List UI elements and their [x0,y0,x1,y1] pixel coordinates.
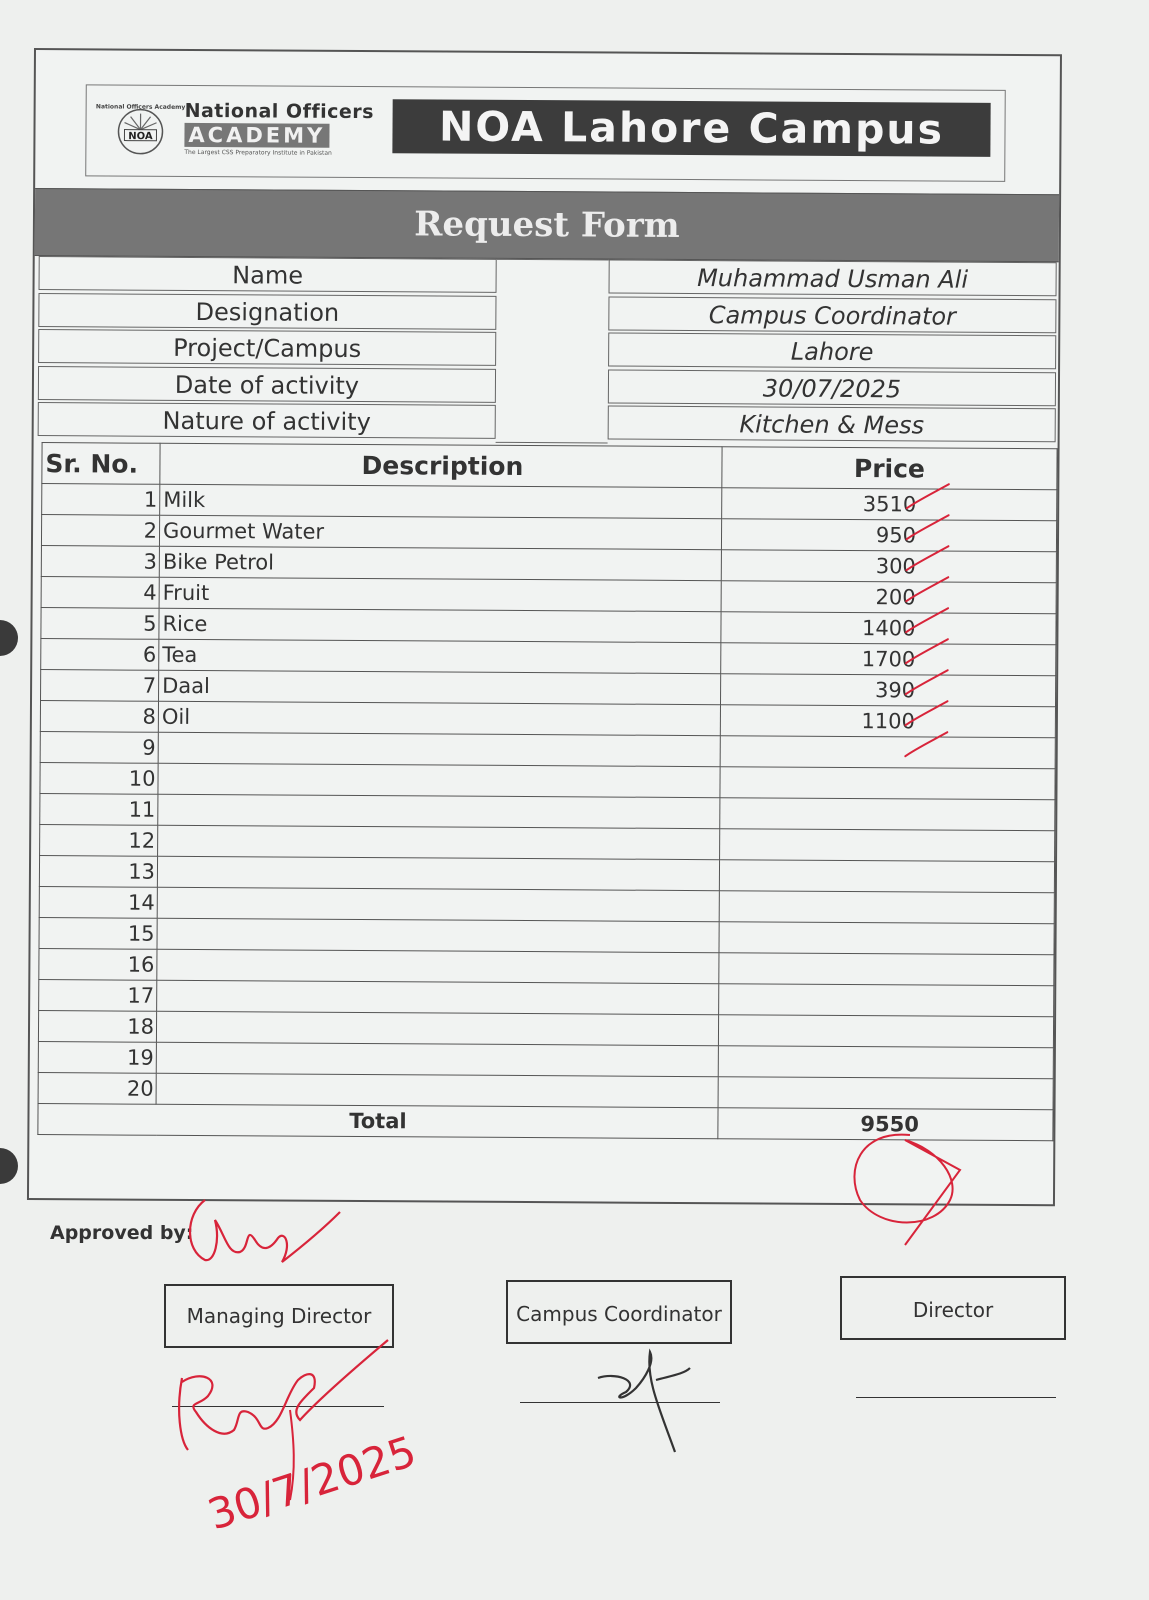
signature-box-label: Director [912,1298,994,1322]
row-price: 1400 [721,612,1056,645]
row-price [720,829,1055,862]
total-value: 9550 [718,1108,1053,1141]
row-price: 200 [721,581,1056,614]
form-title-bar [35,188,1059,262]
items-table [37,442,1057,1141]
row-price [719,891,1054,924]
row-sr-no: 6 [41,639,159,671]
row-description: Rice [159,608,721,642]
row-sr-no: 20 [38,1073,156,1105]
row-sr-no: 19 [38,1042,156,1074]
total-label: Total [38,1104,718,1139]
header-price: Price [722,447,1057,490]
row-sr-no: 8 [40,701,158,733]
row-price: 1100 [720,705,1055,738]
table-header-row [42,443,1057,490]
field-value-designation: Campus Coordinator [608,296,1056,333]
row-description [157,887,719,921]
signature-box-label: Campus Coordinator [516,1302,722,1326]
row-description [158,825,720,859]
row-description [156,1073,718,1107]
managing-director-signature [179,1340,388,1450]
row-description: Milk [160,484,722,518]
row-price [718,1046,1053,1079]
row-description [158,732,720,766]
academy-name-line2: ACADEMY [184,123,329,148]
seal-abbrev: NOA [128,131,153,143]
signature-line [520,1402,720,1403]
form-header [85,84,1006,182]
field-label: Date of activity [38,366,496,403]
approved-by-label: Approved by: [50,1222,194,1244]
header-description: Description [160,443,722,487]
academy-tagline: The Largest CSS Preparatory Institute in Pakistan [184,148,332,157]
seal-ring-text: National Officers Academy [95,103,186,111]
row-sr-no: 10 [40,763,158,795]
field-value-name: Muhammad Usman Ali [609,260,1057,297]
row-price [718,1077,1053,1110]
row-sr-no: 4 [41,577,159,609]
row-price: 3510 [722,488,1057,521]
campus-title: NOA Lahore Campus [392,99,990,157]
row-description: Bike Petrol [159,546,721,580]
punch-hole [0,620,18,656]
row-sr-no: 5 [41,608,159,640]
row-price: 390 [721,674,1056,707]
field-label: Project/Campus [38,329,496,366]
signature-box-label: Managing Director [186,1304,372,1328]
header-sr-no: Sr. No. [42,443,160,485]
field-label: Name [39,256,497,293]
row-sr-no: 18 [38,1011,156,1043]
row-description: Daal [159,670,721,704]
row-sr-no: 15 [39,918,157,950]
form-title: Request Form [414,204,680,246]
row-price [720,798,1055,831]
signature-box-campus-coordinator [506,1280,732,1344]
row-description [156,1011,718,1045]
signature-box-director [840,1276,1066,1340]
field-value-campus: Lahore [608,333,1056,370]
field-value-nature: Kitchen & Mess [608,406,1056,443]
signature-line [172,1406,384,1407]
row-description: Oil [158,701,720,735]
row-description [157,918,719,952]
row-description: Tea [159,639,721,673]
row-sr-no: 13 [39,856,157,888]
row-sr-no: 17 [39,980,157,1012]
row-sr-no: 11 [40,794,158,826]
request-form-sheet [27,48,1062,1206]
row-price [719,922,1054,955]
field-value-date: 30/07/2025 [608,369,1056,406]
row-sr-no: 9 [40,732,158,764]
signature-line [856,1397,1056,1398]
row-description [157,949,719,983]
row-sr-no: 16 [39,949,157,981]
academy-seal-logo [95,99,186,155]
row-sr-no: 12 [40,825,158,857]
row-description [158,763,720,797]
academy-logo-text [184,100,384,165]
row-sr-no: 1 [42,484,160,516]
total-row [38,1104,1053,1141]
row-price: 950 [721,519,1056,552]
row-price [718,1015,1053,1048]
row-sr-no: 7 [41,670,159,702]
signature-underscore [290,1410,294,1500]
info-blank-column [496,259,609,444]
field-label: Designation [38,293,496,330]
row-description [157,980,719,1014]
row-price [719,860,1054,893]
row-description [157,856,719,890]
punch-hole [0,1148,18,1184]
row-price [719,953,1054,986]
handwritten-date: 30/7/2025 [201,1426,422,1540]
approver-signature [190,1200,340,1262]
row-price: 1700 [721,643,1056,676]
row-description: Gourmet Water [159,515,721,549]
row-price [720,767,1055,800]
row-sr-no: 14 [39,887,157,919]
row-description: Fruit [159,577,721,611]
field-label: Nature of activity [38,402,496,439]
row-sr-no: 3 [41,546,159,578]
row-description [158,794,720,828]
row-price: 300 [721,550,1056,583]
signature-box-managing-director [164,1284,394,1348]
row-price [719,984,1054,1017]
row-sr-no: 2 [41,515,159,547]
row-price [720,736,1055,769]
row-description [156,1042,718,1076]
academy-name-line1: National Officers [184,99,375,124]
